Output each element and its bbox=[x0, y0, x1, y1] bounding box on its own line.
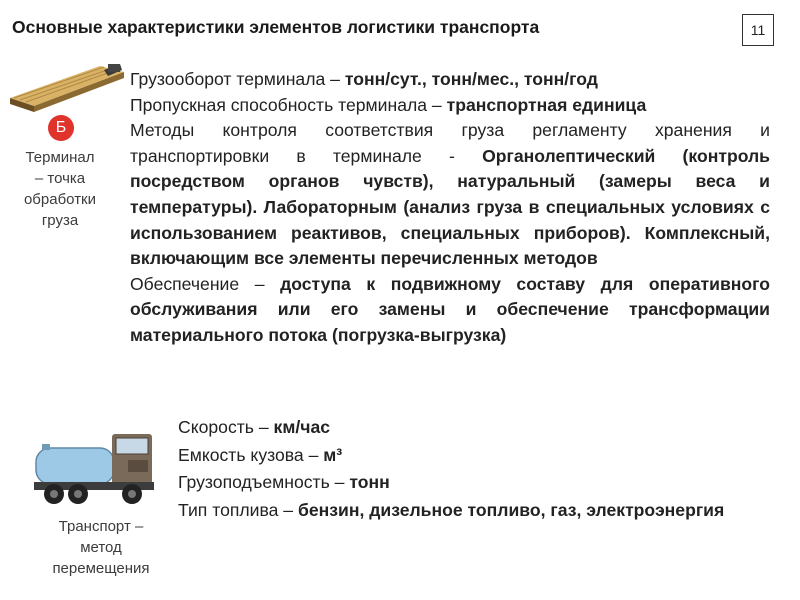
item-value: Органолептический (контроль посредством органов чувств), натуральный (замеры веса и температуры). Лабораторным (анализ груза в специальных условиях с использованием реактивов, специальных приборов). Комплексный, включающим все элементы перечисленных методов bbox=[130, 145, 770, 269]
category-badge: Б bbox=[48, 115, 74, 141]
caption-line: груза bbox=[41, 212, 79, 229]
fuel-type-item bbox=[178, 497, 768, 525]
item-value: тонн/сут., тонн/мес., тонн/год bbox=[344, 69, 598, 89]
load-capacity-item bbox=[178, 469, 768, 497]
terminal-illustration bbox=[8, 60, 126, 120]
transport-caption bbox=[38, 516, 164, 579]
terminal-characteristics bbox=[130, 67, 770, 349]
item-label: Грузоподъемность – bbox=[178, 472, 350, 492]
caption-line: перемещения bbox=[52, 560, 150, 577]
item-label: Обеспечение – bbox=[130, 273, 281, 294]
speed-item bbox=[178, 414, 768, 442]
item-value: м³ bbox=[323, 444, 343, 465]
item-value: тонн bbox=[349, 472, 390, 492]
caption-line: обработки bbox=[23, 191, 97, 208]
item-label: Скорость – bbox=[178, 417, 274, 437]
throughput-item bbox=[130, 67, 770, 93]
caption-line: Транспорт – bbox=[58, 518, 144, 535]
item-label: Тип топлива – bbox=[178, 499, 298, 520]
item-label: Методы контроля соответствия груза регламенту хранения и транспортировки в терминале - bbox=[130, 120, 770, 166]
truck-illustration bbox=[32, 418, 160, 510]
transport-characteristics bbox=[178, 414, 768, 524]
terminal-caption bbox=[14, 147, 106, 231]
item-label: Емкость кузова – bbox=[178, 444, 324, 465]
control-methods-item bbox=[130, 118, 770, 272]
item-label: Пропускная способность терминала – bbox=[130, 94, 447, 115]
item-label: Грузооборот терминала – bbox=[130, 69, 345, 89]
caption-line: Терминал bbox=[25, 149, 95, 166]
item-value: доступа к подвижному составу для оперативного обслуживания или его замены и обеспечение трансформации материального потока (погрузка-выгрузка) bbox=[130, 273, 770, 345]
volume-item bbox=[178, 442, 768, 470]
item-value: км/час bbox=[273, 417, 331, 437]
caption-line: – точка bbox=[34, 170, 86, 187]
capacity-item bbox=[130, 93, 770, 119]
page-number: 11 bbox=[742, 14, 774, 46]
item-value: транспортная единица bbox=[446, 94, 647, 115]
caption-line: метод bbox=[80, 539, 122, 556]
page-title: Основные характеристики элементов логистики транспорта bbox=[12, 17, 540, 37]
provision-item bbox=[130, 272, 770, 349]
item-value: бензин, дизельное топливо, газ, электроэнергия bbox=[297, 499, 725, 520]
